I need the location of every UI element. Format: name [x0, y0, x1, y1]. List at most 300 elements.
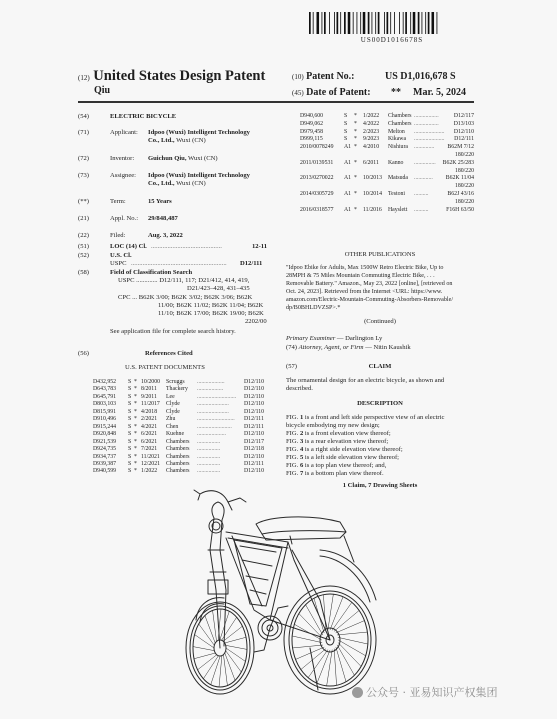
uspc-dots: .......................................................... [131, 260, 227, 267]
spoke [338, 640, 365, 656]
reference-name: Chen [166, 423, 179, 430]
reference-cls2: 180/220 [454, 167, 474, 174]
desc-fig6: FIG. 6 is a top plan view thereof; and, [286, 462, 387, 469]
claim-line2: described. [286, 385, 313, 392]
header-rule [78, 101, 474, 103]
reference-as: * [354, 113, 357, 119]
appl-tag: (21) [78, 215, 89, 222]
reference-dots: ................ [197, 438, 221, 445]
patent-date: Mar. 5, 2024 [413, 87, 466, 98]
reference-no: D924,735 [93, 446, 117, 453]
reference-as: * [354, 128, 357, 135]
uspc-label: USPC [110, 260, 127, 267]
reference-no: D803,103 [93, 401, 117, 408]
reference-dots: ................... [197, 379, 225, 385]
patent-number: US D1,016,678 S [385, 71, 456, 82]
applicant-tag: (71) [78, 129, 89, 136]
applicant-label: Applicant: [110, 129, 138, 136]
other-pubs-title: OTHER PUBLICATIONS [344, 251, 416, 258]
date-tag: (45) [292, 89, 304, 97]
reference-as: * [134, 438, 137, 445]
refs-tag: (56) [78, 350, 89, 357]
barcode-bar [390, 12, 391, 34]
reference-date: 12/2021 [141, 460, 161, 467]
reference-as: * [354, 191, 357, 197]
reference-no: D940,600 [300, 113, 324, 119]
reference-dots: ............. [414, 175, 433, 182]
reference-row [93, 416, 269, 423]
reference-cls: D12/110 [244, 453, 265, 460]
reference-no: D645,791 [93, 393, 117, 400]
reference-row [93, 468, 269, 475]
reference-as: * [354, 144, 357, 151]
reference-date: 10/2014 [363, 191, 383, 197]
inventor-label: Inventor: [110, 155, 135, 162]
term-value: 15 Years [148, 198, 172, 205]
reference-row [93, 424, 269, 431]
reference-name: Testoni [388, 191, 405, 197]
barcode-number: US00D1016678S [360, 36, 424, 44]
reference-date: 7/2021 [141, 446, 158, 453]
reference-dots: .......... [414, 206, 429, 213]
spoke [225, 637, 246, 643]
barcode-bar [313, 12, 314, 34]
patent-number-block [292, 71, 456, 82]
loc-dots: ........................................... [151, 243, 222, 250]
reference-st: S [128, 379, 132, 385]
reference-dots: ................. [414, 113, 439, 119]
inventor-tag: (72) [78, 155, 89, 162]
rear-fender [320, 536, 376, 602]
spoke [337, 632, 367, 635]
reference-name: Chambers [388, 113, 412, 119]
reference-st: S [344, 128, 348, 135]
reference-cls: B62M 7/12 [447, 144, 474, 151]
patent-header [78, 68, 474, 86]
date-label: Date of Patent: [306, 87, 371, 98]
barcode-bar [337, 12, 339, 34]
reference-cls: D12/110 [244, 393, 265, 400]
reference-name: Clyde [166, 401, 180, 408]
reference-dots: ........................... [197, 393, 237, 400]
barcode-bar [348, 12, 351, 34]
reference-cls: D12/110 [244, 379, 265, 385]
reference-name: Chambers [388, 120, 412, 127]
barcode-bar [403, 12, 404, 34]
reference-cls: D12/110 [244, 386, 265, 393]
barcode-bar [309, 12, 311, 34]
reference-st: S [128, 393, 132, 400]
reference-row [93, 446, 269, 453]
barcode-bar [357, 12, 358, 34]
reference-dots: ........................ [197, 423, 232, 430]
uspc-value: D12/111 [240, 260, 263, 267]
reference-cls: D12/111 [244, 460, 264, 467]
barcode-bar [410, 12, 411, 34]
foc-cpc-line3: 11/10; B62K 17/00; B62K 19/00; B62K [158, 310, 264, 317]
spoke [223, 655, 227, 686]
other-pubs-line3: Removable Battery." Amazon., May 23, 2022 [online], [retrieved on [286, 281, 453, 287]
reference-cls: B62K 25/283 [442, 159, 474, 166]
reference-as: * [354, 120, 357, 127]
reference-no: D643,783 [93, 386, 117, 393]
assignee-line1: Idpoo (Wuxi) Intelligent Technology [148, 172, 250, 179]
term-tag: (**) [78, 198, 89, 205]
spoke [328, 594, 334, 630]
patent-no-label: Patent No.: [306, 71, 355, 82]
foc-uspc-line1: USPC ............. D12/111, 117; D21/412, 414, 419, [118, 277, 250, 284]
reference-cls2: 180/220 [454, 198, 474, 205]
reference-name: Scruggs [166, 379, 185, 385]
applicant-line2: Co., Ltd., Wuxi (CN) [148, 137, 206, 144]
reference-dots: ............... [414, 159, 436, 166]
reference-name: Hayslett [388, 206, 408, 213]
reference-cls: D12/110 [244, 431, 265, 438]
reference-no: D979,458 [300, 128, 324, 135]
continued-note: (Continued) [364, 318, 396, 325]
reference-no: 2013/0270022 [300, 175, 334, 182]
spoke [336, 647, 346, 682]
barcode-bar [418, 12, 420, 34]
reference-no: D940,599 [93, 468, 117, 475]
reference-st: S [128, 438, 132, 445]
reference-cls: D12/118 [244, 446, 265, 453]
reference-no: D920,848 [93, 431, 117, 438]
reference-as: * [134, 401, 137, 408]
barcode-bar [340, 12, 341, 34]
reference-name: Kuehne [166, 431, 185, 438]
reference-row [93, 461, 269, 468]
reference-no: D915,244 [93, 423, 117, 430]
barcode-bar [334, 12, 335, 34]
reference-as: * [134, 453, 137, 460]
reference-cls: D12/110 [244, 468, 265, 475]
desc-fig2: FIG. 2 is a front elevation view thereof; [286, 430, 391, 437]
barcode-bar [317, 12, 320, 34]
handlebar [194, 490, 246, 533]
reference-as: * [354, 206, 357, 213]
reference-no: 2014/0305729 [300, 191, 334, 197]
reference-cls2: 180/220 [454, 183, 474, 190]
reference-as: * [134, 379, 137, 385]
reference-name: Chambers [166, 446, 190, 453]
primary-examiner: Primary Examiner — Darlington Ly [286, 335, 383, 342]
barcode-bar [394, 12, 395, 34]
reference-st: A1 [344, 191, 352, 197]
spoke [219, 656, 222, 687]
reference-as: * [134, 416, 137, 423]
reference-cls: D12/117 [453, 113, 474, 119]
uscl-label: U.S. Cl. [110, 252, 132, 259]
country-tag: (12) [78, 74, 90, 82]
reference-name: Chambers [166, 468, 190, 475]
spoke [336, 621, 365, 633]
electric-bicycle-drawing [170, 480, 395, 705]
spoke [293, 645, 323, 648]
reference-name: Matsuda [388, 175, 408, 182]
reference-st: S [344, 120, 348, 127]
reference-dots: ...................... [197, 401, 229, 408]
barcode-bar [360, 12, 361, 34]
reference-no: 2010/0078249 [300, 144, 334, 151]
reference-date: 11/2017 [141, 401, 160, 408]
assignee-label: Assignee: [110, 172, 137, 179]
reference-date: 4/2018 [141, 408, 158, 415]
reference-dots: ................. [414, 120, 439, 127]
reference-name: Nishiura [388, 144, 408, 151]
spoke [193, 647, 214, 651]
title-tag: (54) [78, 113, 89, 120]
foc-cpc-line2: 11/00; B62K 11/02; B62K 11/04; B62K [158, 302, 264, 309]
reference-date: 1/2022 [363, 113, 380, 119]
reference-no: D432,952 [93, 379, 117, 385]
reference-cls: B62K 11/04 [445, 175, 474, 182]
desc-fig5: FIG. 5 is a left side elevation view thereof; [286, 454, 399, 461]
spoke [294, 624, 321, 640]
reference-row [93, 394, 269, 401]
barcode-bar [368, 12, 370, 34]
reference-date: 11/2016 [363, 206, 382, 213]
reference-dots: .......................... [197, 416, 235, 423]
reference-no: 2011/0139531 [300, 159, 334, 166]
reference-st: S [128, 431, 132, 438]
claim-title: CLAIM [368, 363, 392, 370]
reference-cls: D13/103 [453, 120, 474, 127]
reference-dots: .................. [197, 386, 224, 393]
reference-name: Thackery [166, 386, 188, 393]
barcode-bar [322, 12, 323, 34]
uscl-tag: (52) [78, 252, 89, 259]
date-stars: ** [391, 87, 401, 98]
reference-no: D949,062 [300, 120, 324, 127]
reference-row [93, 431, 269, 438]
reference-dots: ................ [197, 446, 221, 453]
reference-name: Kanno [388, 159, 404, 166]
reference-no: D934,737 [93, 453, 117, 460]
reference-st: S [128, 453, 132, 460]
reference-st: S [128, 460, 132, 467]
other-pubs-line6: dp/B0BHLDVZSP>.* [286, 305, 341, 311]
patent-no-tag: (10) [292, 73, 304, 81]
reference-st: S [128, 423, 132, 430]
reference-as: * [134, 408, 137, 415]
reference-dots: ...................... [197, 408, 229, 415]
reference-st: A1 [344, 144, 352, 151]
reference-cls: B62J 43/16 [447, 191, 474, 197]
reference-date: 8/2011 [141, 386, 157, 393]
barcode-bar [344, 12, 346, 34]
reference-as: * [354, 136, 357, 143]
reference-st: S [344, 113, 348, 119]
description-title: DESCRIPTION [357, 400, 403, 407]
claim-line1: The ornamental design for an electric bicycle, as shown and [286, 377, 445, 384]
reference-st: S [128, 446, 132, 453]
barcode-graphic [309, 12, 475, 34]
other-pubs-line5: amazon.com/Electric-Mountain-Commuting-Absorbers-Removable/ [286, 297, 454, 303]
applicant-line1: Idpoo (Wuxi) Intelligent Technology [148, 129, 250, 136]
reference-date: 6/2011 [363, 159, 379, 166]
reference-date: 4/2022 [363, 120, 380, 127]
reference-st: S [128, 401, 132, 408]
spoke [334, 649, 336, 686]
reference-date: 1/2022 [141, 468, 158, 475]
reference-date: 10/2000 [141, 379, 161, 385]
barcode-bar [432, 12, 435, 34]
desc-fig1: FIG. 1 is a front and left side perspective view of an electric [286, 414, 445, 421]
barcode-bar [353, 12, 354, 34]
reference-st: S [344, 136, 348, 143]
term-label: Term: [110, 198, 126, 205]
barcode-bar [387, 12, 389, 34]
barcode-bar [399, 12, 400, 34]
spoke [338, 643, 361, 667]
spoke [327, 650, 333, 686]
patent-title-text: United States Design Patent [93, 68, 266, 84]
wechat-watermark [352, 684, 498, 700]
design-title: ELECTRIC BICYCLE [110, 113, 177, 120]
reference-cls: D12/111 [244, 423, 264, 430]
reference-name: Chambers [166, 438, 190, 445]
spoke [338, 637, 368, 644]
other-pubs-line2: 28MPH & 75 Miles Mountain Commuting Electric Bike, . . . [286, 273, 435, 279]
assignee-tag: (73) [78, 172, 89, 179]
watermark-text: 公众号 · 亚易知识产权集团 [366, 686, 498, 699]
other-pubs-line1: "Idpoo Ebike for Adults, Max 1500W Retro Electric Bike, Up to [286, 265, 444, 271]
reference-st: S [128, 468, 132, 475]
reference-dots: .................... [197, 431, 226, 438]
foc-note: See application file for complete search history. [110, 328, 236, 335]
reference-date: 6/2021 [141, 438, 158, 445]
barcode-bar [372, 12, 373, 34]
reference-dots: ..................... [414, 128, 445, 135]
wechat-icon [352, 687, 363, 698]
reference-name: Kikawa [388, 136, 407, 143]
reference-cls: D12/111 [244, 416, 264, 423]
reference-cls: D12/117 [244, 438, 265, 445]
reference-row [93, 401, 269, 408]
foc-cpc-line4: 2202/00 [245, 318, 267, 325]
barcode-bar [413, 12, 416, 34]
reference-dots: ................ [197, 468, 221, 475]
spoke [226, 645, 247, 649]
barcode-bar [422, 12, 423, 34]
reference-no: D939,387 [93, 460, 117, 467]
reference-name: Chambers [166, 460, 190, 467]
barcode-bar [425, 12, 426, 34]
barcode-bar [428, 12, 430, 34]
front-fork [208, 518, 228, 648]
reference-no: D910,496 [93, 416, 117, 423]
filed-label: Filed: [110, 232, 126, 239]
foc-uspc-line2: D21/423–428, 431–435 [187, 285, 250, 292]
reference-date: 2/2023 [363, 128, 380, 135]
reference-as: * [134, 468, 137, 475]
reference-date: 4/2010 [363, 144, 380, 151]
reference-date: 9/2023 [363, 136, 380, 143]
barcode-bar [378, 12, 380, 34]
reference-st: S [128, 416, 132, 423]
reference-row [93, 439, 269, 446]
barcode-bar [375, 12, 376, 34]
reference-no: D999,115 [300, 136, 323, 143]
foc-cpc-line1: CPC ... B62K 3/00; B62K 3/02; B62K 3/06; B62K [118, 294, 253, 301]
barcode-bar [384, 12, 385, 34]
reference-row [93, 454, 269, 461]
loc-label: LOC (14) Cl. [110, 243, 147, 250]
reference-no: D815,991 [93, 408, 117, 415]
reference-name: Chambers [166, 453, 190, 460]
reference-date: 11/2021 [141, 453, 160, 460]
other-pubs-line4: Oct. 24, 2023]. Retrieved from the Internet <URL: https://www. [286, 289, 443, 295]
reference-dots: ................ [197, 460, 221, 467]
reference-as: * [134, 393, 137, 400]
barcode-bar [329, 12, 330, 34]
reference-cls: F16H 63/50 [446, 206, 474, 213]
reference-name: Lee [166, 393, 175, 400]
date-block [292, 87, 466, 98]
reference-st: A1 [344, 159, 352, 166]
foc-tag: (58) [78, 269, 89, 276]
reference-st: A1 [344, 175, 352, 182]
reference-as: * [134, 386, 137, 393]
reference-row [93, 386, 269, 393]
reference-cls2: 180/220 [454, 152, 474, 158]
reference-as: * [134, 460, 137, 467]
assignee-line2: Co., Ltd., Wuxi (CN) [148, 180, 206, 187]
reference-dots: .......... [414, 191, 429, 197]
barcode-bar [405, 12, 407, 34]
reference-row [93, 379, 269, 386]
refs-title: References Cited [145, 350, 193, 357]
reference-row [93, 409, 269, 416]
foc-label: Field of Classification Search [110, 269, 193, 276]
reference-cls: D12/111 [454, 136, 474, 143]
reference-cls: D12/110 [453, 128, 474, 135]
desc-fig3: FIG. 3 is a rear elevation view thereof; [286, 438, 389, 445]
reference-st: A1 [344, 206, 352, 213]
claims-summary: 1 Claim, 7 Drawing Sheets [342, 482, 418, 489]
reference-date: 10/2013 [363, 175, 383, 182]
loc-value: 12-11 [252, 243, 268, 250]
attorney: (74) Attorney, Agent, or Firm — Nitin Kaushik [286, 344, 411, 351]
reference-no: 2016/0318577 [300, 206, 334, 213]
reference-as: * [134, 431, 137, 438]
filed-value: Aug. 3, 2022 [148, 232, 183, 239]
us-docs-title: U.S. PATENT DOCUMENTS [125, 364, 205, 371]
barcode-bar [363, 12, 366, 34]
patent-title [78, 68, 265, 85]
spoke [194, 653, 215, 659]
desc-fig7: FIG. 7 is a bottom plan view thereof. [286, 470, 384, 477]
reference-cls: D12/110 [244, 401, 265, 408]
reference-date: 6/2021 [141, 431, 158, 438]
seat [256, 517, 346, 544]
reference-name: Melton [388, 128, 405, 135]
reference-st: S [128, 386, 132, 393]
reference-date: 4/2021 [141, 423, 158, 430]
claim-tag: (57) [286, 363, 297, 370]
reference-as: * [354, 175, 357, 182]
barcode-bar [324, 12, 326, 34]
reference-name: Clyde [166, 408, 180, 415]
reference-no: D921,539 [93, 438, 117, 445]
reference-dots: .............. [414, 144, 435, 151]
spoke [292, 636, 322, 643]
appl-value: 29/848,487 [148, 215, 178, 222]
loc-tag: (51) [78, 243, 89, 250]
reference-date: 9/2011 [141, 393, 157, 400]
reference-as: * [354, 159, 357, 166]
